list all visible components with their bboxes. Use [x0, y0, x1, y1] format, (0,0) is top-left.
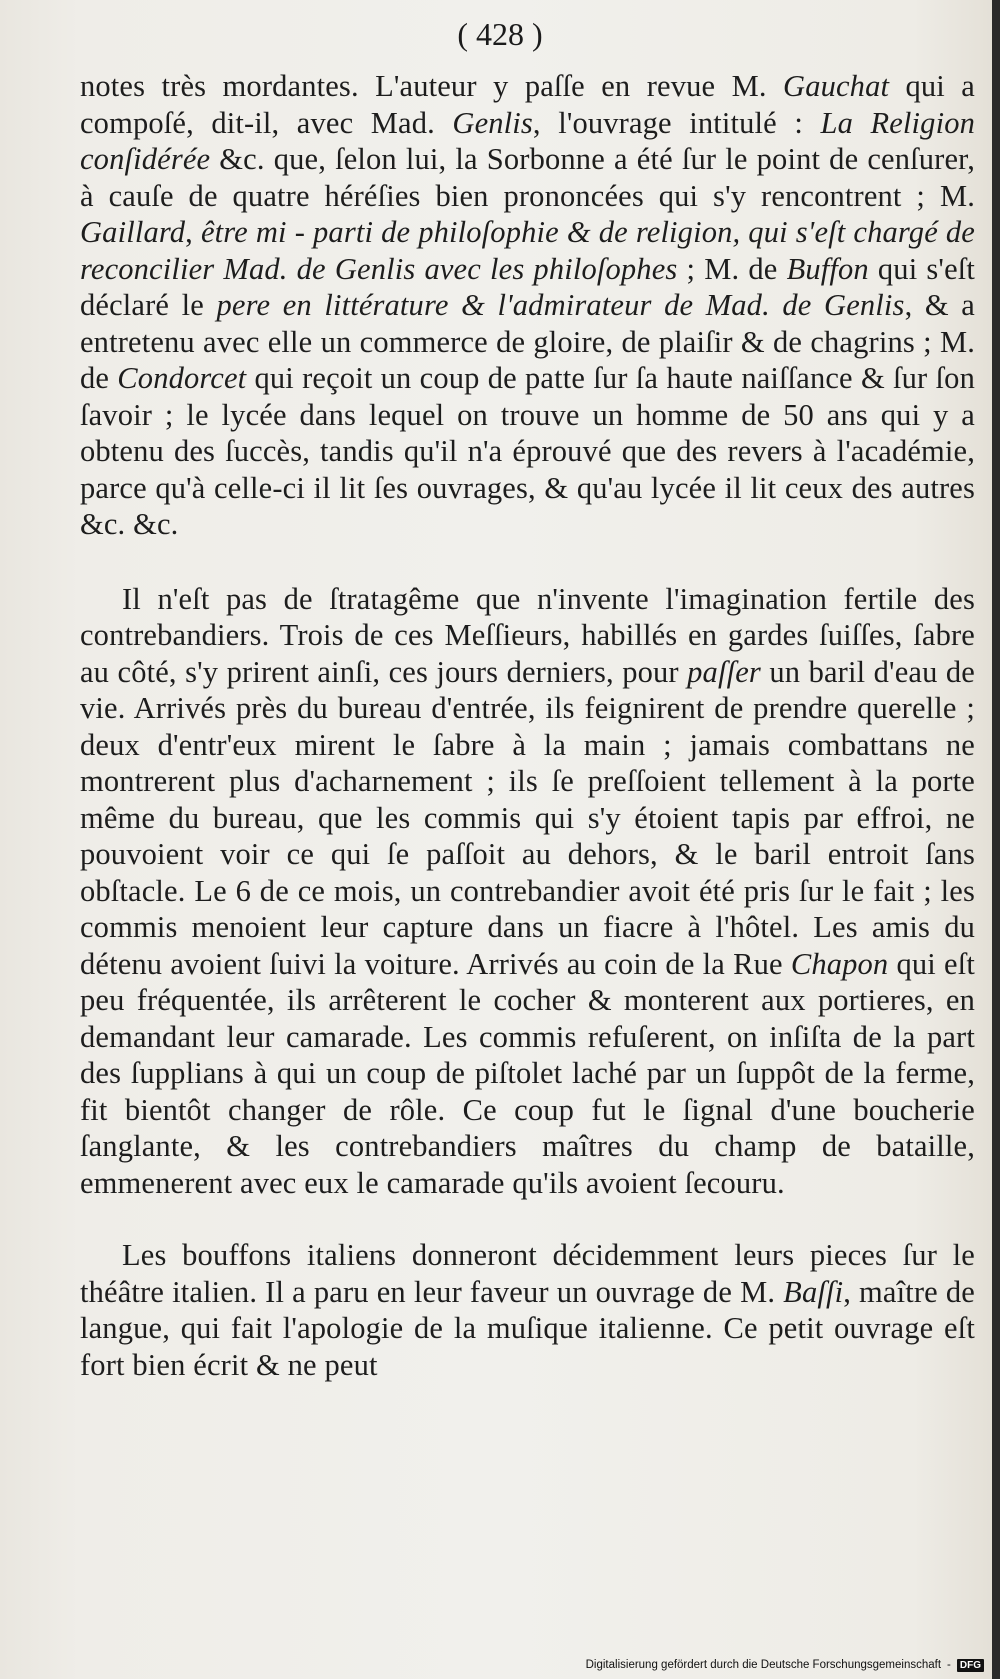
italic-run: Chapon: [790, 946, 889, 981]
text-run: un baril d'eau de vie. Arrivés près du bureau d'entrée, ils feignirent de prendre querelle ; deux d'entr'eux mirent le ſabre à la main ; jamais combattans ne montrerent plus d'acharnement ; ils ſe preſſoient tellement à la porte même du bureau, que les commis qui s'y étoient tapis par effroi, ne pouvoient voir ce qui ſe paſſoit au dehors, & le baril entroit ſans obſtacle. Le 6 de ce mois, un contrebandier avoit été pris ſur le fait ; les commis menoient leur capture dans un fiacre à l'hôtel. Les amis du détenu avoient ſuivi la voiture. Arrivés au coin de la Rue: [80, 654, 975, 981]
italic-run: être mi - parti de philoſophie & de religion, qui s'eſt chargé de reconcilier Mad. de Genlis avec les philoſophes: [80, 215, 975, 286]
text-run: ; M. de: [677, 251, 787, 286]
italic-run: pere en littérature & l'admirateur de Mad. de Genlis: [216, 288, 905, 322]
text-run: Il n'eſt pas de ſtratagême que n'invente l'imagination fertile des contrebandiers. Trois de ces Meſſieurs, habillés en gardes ſuiſſes, ſabre au côté, s'y prirent ainſi, ces jours derniers, pour: [80, 581, 975, 689]
paragraph: [80, 68, 975, 543]
italic-run: Baſſi: [783, 1274, 844, 1309]
paragraph: [80, 1237, 975, 1383]
dfg-logo: DFG: [957, 1659, 984, 1672]
text-run: qui eſt peu fréquentée, ils arrêterent le cocher & monterent aux portieres, en demandant leur camarade. Les commis refuſerent, on inſiſta de la part des ſupplians à qui un coup de piſtolet laché par un ſuppôt de la ferme, fit bientôt changer de rôle. Ce coup fut le ſignal d'une boucherie ſanglante, & les contrebandiers maîtres du champ de bataille, emmenerent avec eux le camarade qu'ils avoient ſecouru.: [80, 946, 975, 1200]
page-text: [80, 68, 975, 1383]
paragraph: [80, 581, 975, 1202]
text-run: , & a entretenu avec elle un commerce de gloire, de plaiſir & de chagrins ; M. de: [80, 288, 975, 395]
paragraph-gap: [80, 543, 975, 581]
page-number: ( 428 ): [457, 16, 543, 52]
text-run: Les bouffons italiens donneront décidemment leurs pieces ſur le théâtre italien. Il a paru en leur faveur un ouvrage de M.: [80, 1238, 975, 1309]
italic-run: La Religion conſidérée: [80, 105, 975, 176]
italic-run: Gaillard: [80, 215, 186, 249]
text-run: , maître de langue, qui fait l'apologie de la muſique italienne. Ce petit ouvrage eſt fort bien écrit & ne peut: [80, 1274, 975, 1382]
text-run: qui reçoit un coup de patte ſur ſa haute naiſſance & ſur ſon ſavoir ; le lycée dans lequel on trouve un homme de 50 ans qui y a obtenu des ſuccès, tandis qu'il n'a éprouvé que des revers à l'académie, parce qu'à celle-ci il lit ſes ouvrages, & qu'au lycée il lit ceux des autres &c. &c.: [80, 361, 975, 541]
credit-text: Digitalisierung gefördert durch die Deutsche Forschungsgemeinschaft: [585, 1659, 942, 1671]
italic-run: Buffon: [786, 251, 869, 286]
text-run: &c. que, ſelon lui, la Sorbonne a été ſur le point de cenſurer, à cauſe de quatre héréſies bien prononcées qui s'y rencontrent ; M.: [80, 142, 975, 213]
italic-run: Condorcet: [117, 361, 247, 395]
text-run: ,: [185, 215, 201, 249]
text-run: qui s'eſt déclaré le: [80, 251, 976, 322]
digitization-credit: [586, 1655, 984, 1675]
credit-separator: -: [947, 1659, 951, 1671]
paragraph-gap: [80, 1201, 975, 1237]
italic-run: paſſer: [687, 654, 761, 689]
italic-run: Gauchat: [783, 69, 890, 103]
text-run: qui a compoſé, dit-il, avec Mad.: [80, 69, 975, 140]
italic-run: Genlis: [452, 105, 533, 140]
text-run: , l'ouvrage intitulé :: [532, 105, 821, 140]
text-run: notes très mordantes. L'auteur y paſſe en revue M.: [80, 69, 784, 103]
scan-border: [992, 0, 1000, 1679]
